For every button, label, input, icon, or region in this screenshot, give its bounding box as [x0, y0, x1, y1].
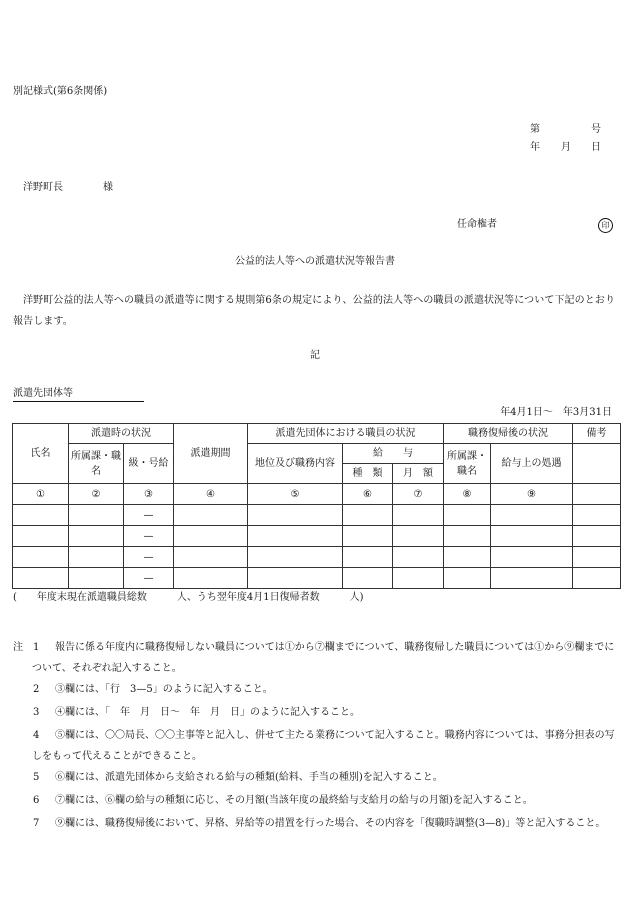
header-name: 氏名 [13, 424, 69, 484]
grade-placeholder: — [124, 547, 174, 568]
header-treatment: 給与上の処遇 [491, 444, 573, 484]
table-row [13, 547, 621, 568]
note-item [13, 789, 623, 812]
grade-placeholder: — [124, 505, 174, 526]
intro-paragraph: 洋野町公益的法人等への職員の派遣等に関する規則第6条の規定により、公益的法人等への職員の派遣状況等について下記のとおり報告します。 [13, 295, 616, 327]
table-row [13, 568, 621, 589]
header-dept-position: 所属課・職名 [69, 444, 124, 484]
destination-label: 派遣先団体等 [13, 388, 144, 402]
header-kind: 種 類 [343, 464, 393, 484]
period-text: 年4月1日～ 年3月31日 [500, 407, 612, 418]
header-grade: 級・号給 [124, 444, 174, 484]
header-at-organization: 派遣先団体における職員の状況 [248, 424, 444, 444]
notes-section [13, 636, 623, 835]
note-item [13, 636, 623, 678]
addressee-name: 洋野町長 [23, 182, 63, 193]
number-dai: 第 [530, 124, 540, 135]
staff-count-line: ( 年度末現在派遣職員総数 人、うち翌年度4月1日復帰者数 人) [13, 592, 364, 603]
date-day: 日 [591, 142, 601, 153]
grade-placeholder: — [124, 526, 174, 547]
col-number-blank [573, 484, 621, 505]
seal-icon: 印 [598, 218, 613, 233]
col-number: ⑥ [343, 484, 393, 505]
note-number: 6 [33, 795, 40, 806]
col-number: ① [13, 484, 69, 505]
header-remarks: 備考 [573, 424, 621, 444]
note-item [13, 701, 623, 724]
header-salary: 給 与 [343, 444, 444, 464]
remarks-blank [573, 444, 621, 484]
note-item [13, 766, 623, 789]
header-monthly: 月 額 [393, 464, 444, 484]
note-number: 4 [33, 730, 40, 741]
column-number-row [13, 484, 621, 505]
header-after-return: 職務復帰後の状況 [444, 424, 573, 444]
note-number: 7 [33, 818, 40, 829]
addressee-sama: 様 [103, 182, 113, 193]
col-number: ⑨ [491, 484, 573, 505]
note-item [13, 812, 623, 835]
notes-lead: 注 [13, 642, 23, 653]
note-text: ③欄には、「行 3—5」のように記入すること。 [55, 684, 273, 695]
document-title: 公益的法人等への派遣状況等報告書 [235, 256, 395, 267]
form-label: 別記様式(第6条関係) [13, 86, 108, 97]
note-text: ⑦欄には、⑥欄の給与の種類に応じ、その月額(当該年度の最終給与支給月の給与の月額)を記入すること。 [55, 795, 533, 806]
date-year: 年 [530, 142, 540, 153]
ki-heading: 記 [310, 350, 320, 361]
col-number: ④ [174, 484, 248, 505]
note-number: 1 [33, 642, 40, 653]
dispatch-table [12, 423, 621, 589]
note-number: 3 [33, 707, 40, 718]
table-row [13, 505, 621, 526]
note-item [13, 724, 623, 766]
grade-placeholder: — [124, 568, 174, 589]
note-text: ④欄には、「 年 月 日～ 年 月 日」のように記入すること。 [55, 707, 360, 718]
col-number: ② [69, 484, 124, 505]
header-period: 派遣期間 [174, 424, 248, 484]
note-number: 2 [33, 684, 40, 695]
col-number: ⑤ [248, 484, 343, 505]
note-text: ⑤欄には、〇〇局長、〇〇主事等と記入し、併せて主たる業務について記入すること。職務内容については、事務分担表の写 [55, 730, 615, 741]
note-continuation: ついて、それぞれ記入すること。 [32, 663, 182, 674]
note-text: 報告に係る年度内に職務復帰しない職員については①から⑦欄までについて、職務復帰した職員については①から⑨欄までに [55, 642, 615, 653]
note-number: 5 [33, 772, 40, 783]
date-month: 月 [561, 142, 571, 153]
table-row [13, 526, 621, 547]
note-text: ⑨欄には、職務復帰後において、昇格、昇給等の措置を行った場合、その内容を「復職時調整(3—8)」等と記入すること。 [55, 818, 606, 829]
note-continuation: しをもって代えることができること。 [32, 751, 202, 762]
authority-label: 任命権者 [457, 219, 497, 230]
note-item [13, 678, 623, 701]
header-return-dept: 所属課・職名 [444, 444, 491, 484]
header-position-duties: 地位及び職務内容 [248, 444, 343, 484]
header-dispatch-status: 派遣時の状況 [69, 424, 174, 444]
note-text: ⑥欄には、派遣先団体から支給される給与の種類(給料、手当の種別)を記入すること。 [55, 772, 443, 783]
number-go: 号 [591, 124, 601, 135]
col-number: ③ [124, 484, 174, 505]
col-number: ⑧ [444, 484, 491, 505]
col-number: ⑦ [393, 484, 444, 505]
